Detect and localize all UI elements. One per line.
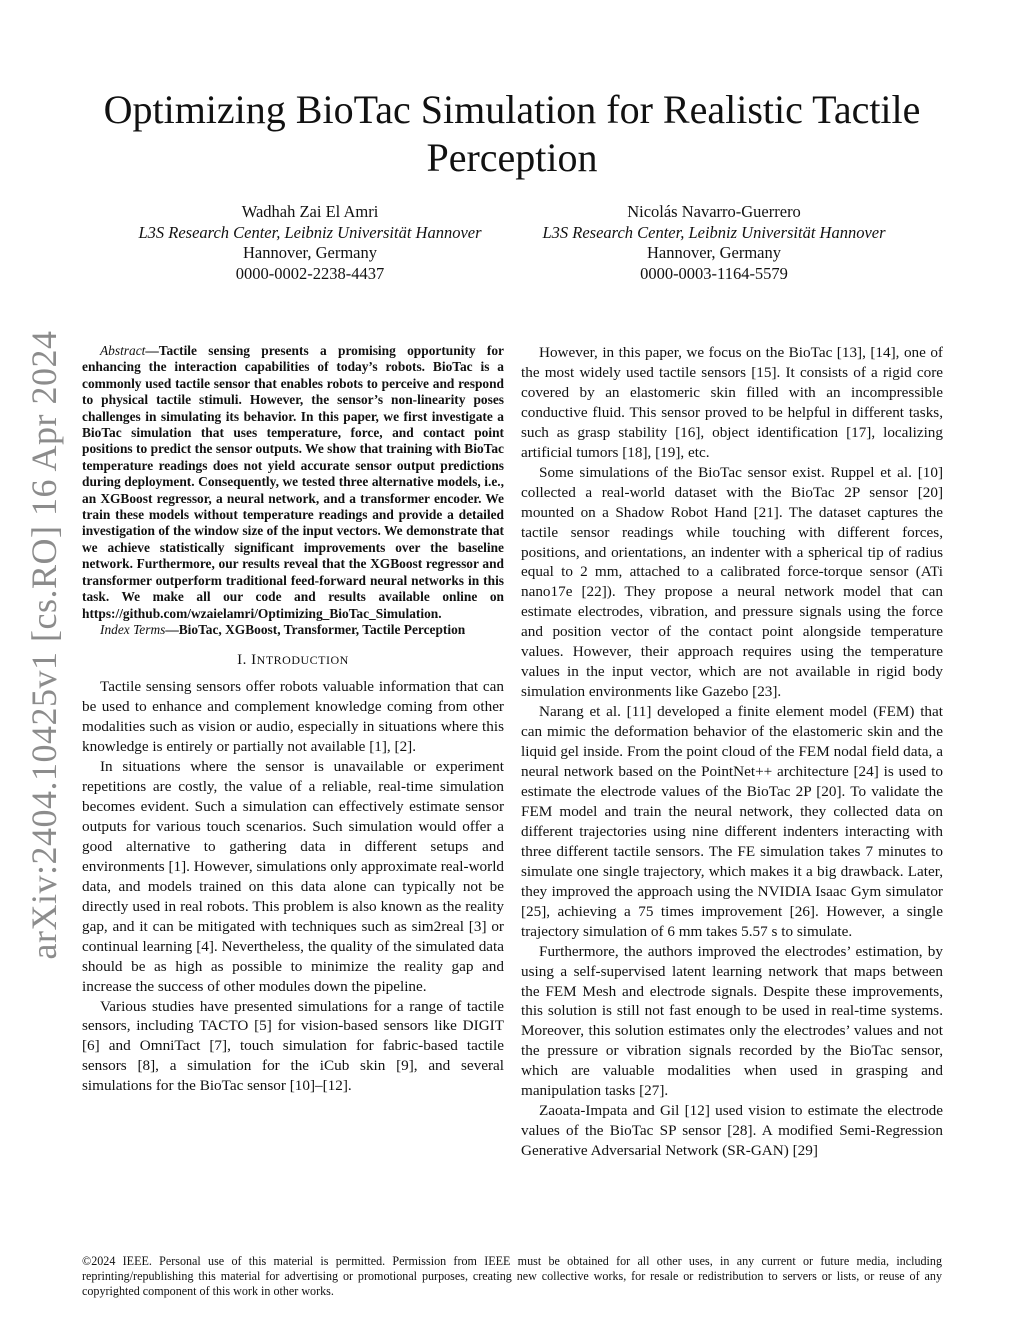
body-paragraph: Tactile sensing sensors offer robots valuable information that can be used to enhance and complement knowledge coming from other modalities such as vision or audio, especially in situations where this knowledge is entirely or partially not available [1], [2]. [82, 678, 504, 756]
paper-title: Optimizing BioTac Simulation for Realistic Tactile Perception [103, 87, 921, 180]
author-block-1 [110, 202, 510, 284]
body-paragraph: Some simulations of the BioTac sensor exist. Ruppel et al. [10] collected a real-world dataset with the BioTac 2P sensor [20] mounted on a Shadow Robot Hand [21]. The dataset captures the tactile sensor readings while touching with different forces, positions, and orientations, an indenter with a spherical tip of radius equal to 2 mm, attached to a calibrated force-torque sensor (ATi nano17e [22]). They propose a neural network model that can estimate electrodes, vibration, and pressure signals using the force and position vector of the contact point alongside temperature values. However, their approach requires using the temperature values in the input vector, which are not available in rigid body simulation environments like Gazebo [23]. [521, 463, 943, 701]
author-location: Hannover, Germany [242, 243, 378, 262]
index-terms [82, 622, 504, 638]
author-name: Wadhah Zai El Amri [241, 202, 379, 221]
section-heading-introduction: I. INTRODUCTION [237, 652, 349, 669]
right-column [521, 343, 943, 1161]
body-paragraph: Furthermore, the authors improved the electrodes’ estimation, by using a self-supervised latent learning network that maps between the FEM Mesh and electrode signals. Despite these improvements, this solution is still not fast enough to be used in real-time systems. Moreover, this solution estimates only the electrodes’ values and not the pressure or vibration signals recorded by the BioTac sensor, which are valuable modalities when used in grasping and manipulation tasks [27]. [521, 942, 943, 1100]
author-name: Nicolás Navarro-Guerrero [627, 202, 801, 221]
abstract-text: —Tactile sensing presents a promising opportunity for enhancing the interaction capabilities of today’s robots. BioTac is a commonly used tactile sensor that enables robots to perceive and respond to physical tactile stimuli. However, the sensor’s non-linearity poses challenges in simulating its behavior. In this paper, we first investigate a BioTac simulation that uses temperature, force, and contact point positions to predict the sensor outputs. We show that training with BioTac temperature readings does not yield accurate sensor output predictions during deployment. Consequently, we tested three alternative models, i.e., an XGBoost regressor, a neural network, and a transformer encoder. We train these models without temperature readings and provide a detailed investigation of the window size of the input vectors. We demonstrate that we achieve statistically significant improvements over the baseline network. Furthermore, our results reveal that the XGBoost regressor and transformer outperform traditional feed-forward neural networks in this task. We make all our code and results available online on https://github.com/wzaielamri/Optimizing_BioTac_Simulation. [82, 343, 504, 621]
author-affiliation: L3S Research Center, Leibniz Universität Hannover [542, 222, 886, 242]
left-column [82, 343, 504, 1096]
abstract-label: Abstract [100, 343, 146, 358]
body-paragraph: However, in this paper, we focus on the BioTac [13], [14], one of the most widely used tactile sensors [15]. It consists of a rigid core covered by an elastomeric skin filled with an incompressible conductive fluid. This sensor proved to be helpful in different tasks, such as grasp stability [16], object identification [17], localizing artificial tumors [18], [19], etc. [521, 344, 943, 461]
abstract [82, 343, 504, 638]
index-terms-label: Index Terms [100, 621, 166, 637]
index-terms-text: —BioTac, XGBoost, Transformer, Tactile Perception [165, 621, 466, 637]
body-paragraph: Various studies have presented simulations for a range of tactile sensors, including TACTO [5] for vision-based sensors like DIGIT [6] and OmniTact [7], touch simulation for fabric-based tactile sensors [8], a simulation for the iCub skin [9], and several simulations for the BioTac sensor [10]–[12]. [82, 997, 504, 1095]
author-orcid: 0000-0002-2238-4437 [235, 263, 385, 283]
arxiv-identifier: arXiv:2404.10425v1 [cs.RO] 16 Apr 2024 [24, 330, 64, 960]
body-paragraph: Narang et al. [11] developed a finite element model (FEM) that can mimic the deformation behavior of the elastomeric skin and the liquid gel inside. From the point cloud of the FEM nodal field data, a neural network based on the PointNet++ architecture [24] is used to estimate the electrode values of the BioTac 2P [20]. To validate the FEM model and train the neural network, they collected data on different trajectories using nine different indenters interacting with three different tactile sensors. The FE simulation takes 7 minutes to simulate one single trajectory, which makes it a big drawback. Later, they improved the approach using the NVIDIA Isaac Gym simulator [25], achieving a 75 times improvement [26]. However, a single trajectory simulation of 6 mm takes 5.57 s to simulate. [521, 703, 943, 940]
author-affiliation: L3S Research Center, Leibniz Universität Hannover [138, 222, 482, 242]
abstract-paragraph [82, 343, 504, 622]
copyright-notice: ©2024 IEEE. Personal use of this material is permitted. Permission from IEEE must be obtained for all other uses, in any current or future media, including reprinting/republishing this material for advertising or promotional purposes, creating new collective works, for resale or redistribution to servers or lists, or reuse of any copyrighted component of this work in other works. [82, 1254, 942, 1299]
author-block-2 [514, 202, 914, 284]
author-location: Hannover, Germany [646, 243, 782, 262]
body-paragraph: In situations where the sensor is unavailable or experiment repetitions are costly, the value of a reliable, real-time simulation becomes evident. Such a simulation can effectively estimate sensor outputs for various touch scenarios. Such simulation would offer a good alternative to gathering data in different setups and environments [1]. However, simulations only approximate real-world data, and models trained on this data alone can typically not be directly used in real robots. This problem is also known as the reality gap, and it can be mitigated with techniques such as sim2real [3] or continual learning [4]. Nevertheless, the quality of the simulated data should be as high as possible to minimize the reality gap and increase the success of other modules down the pipeline. [82, 758, 505, 995]
author-orcid: 0000-0003-1164-5579 [640, 263, 788, 283]
body-paragraph: Zaoata-Impata and Gil [12] used vision to estimate the electrode values of the BioTac SP sensor [28]. A modified Semi-Regression Generative Adversarial Network (SR-GAN) [29] [521, 1102, 943, 1160]
